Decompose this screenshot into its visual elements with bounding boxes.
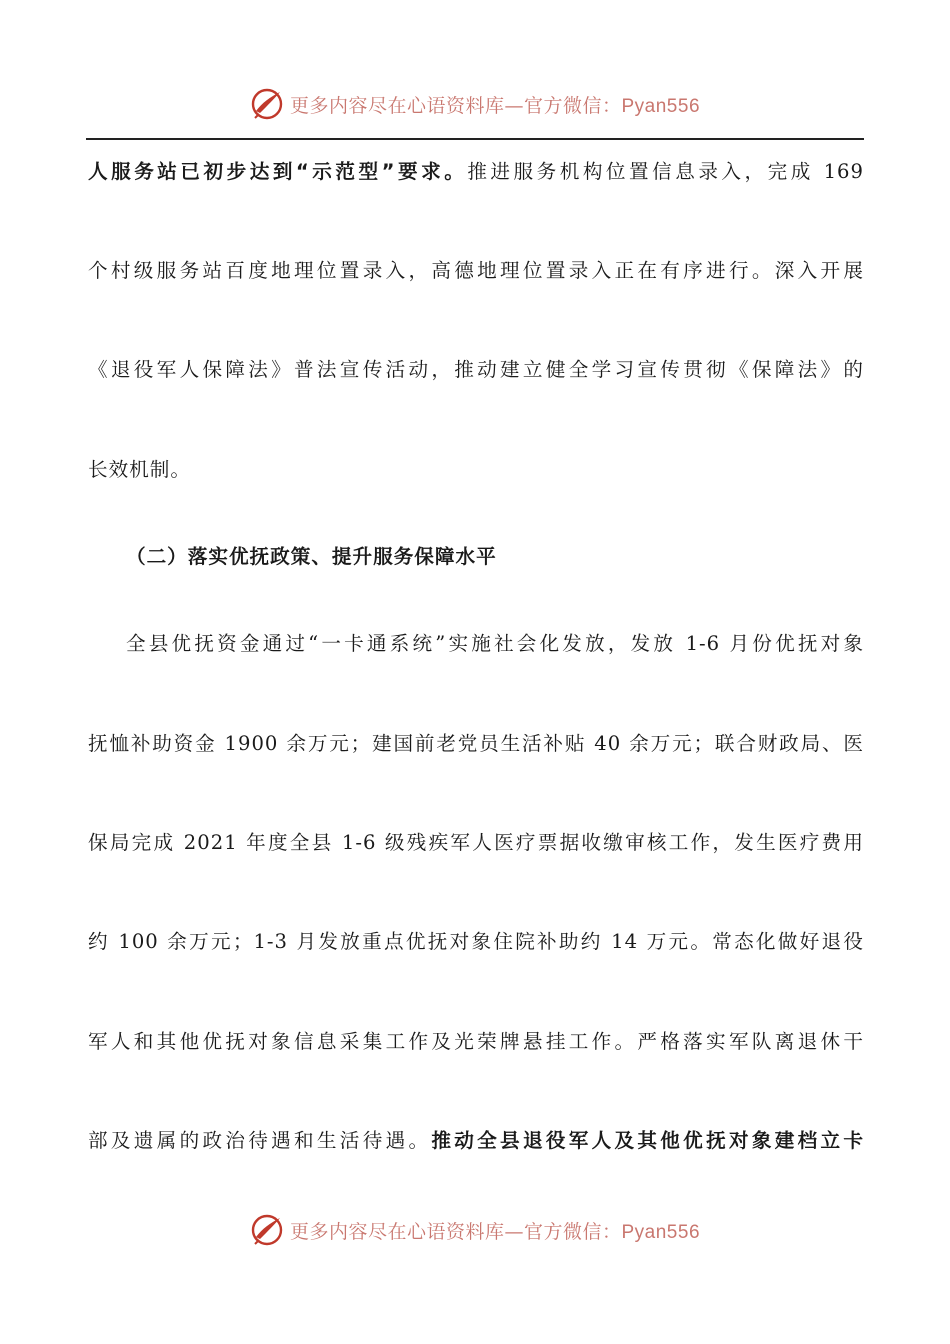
header-banner (0, 84, 950, 124)
section-heading: （二）落实优抚政策、提升服务保障水平 (126, 545, 497, 568)
quill-logo-icon (250, 1213, 284, 1247)
quill-logo-icon (250, 87, 284, 121)
body-line-4: 长效机制。 (88, 458, 191, 481)
body-line-3: 《退役军人保障法》普法宣传活动，推动建立健全学习宣传贯彻《保障法》的 (88, 358, 864, 381)
header-banner-text: 更多内容尽在心语资料库—官方微信：Pyan556 (289, 94, 701, 117)
body-line-10: 部及遗属的政治待遇和生活待遇。推动全县退役军人及其他优抚对象建档立卡 (88, 1129, 865, 1152)
body-line-1: 人服务站已初步达到“示范型”要求。推进服务机构位置信息录入，完成 169 (88, 160, 864, 183)
footer-banner (0, 1210, 950, 1250)
body-line-5: 全县优抚资金通过“一卡通系统”实施社会化发放，发放 1-6 月份优抚对象 (126, 632, 864, 655)
body-line-8: 约 100 余万元；1-3 月发放重点优抚对象住院补助约 14 万元。常态化做好退役 (88, 930, 864, 953)
body-line-7: 保局完成 2021 年度全县 1-6 级残疾军人医疗票据收缴审核工作，发生医疗费用 (88, 831, 864, 854)
body-line-9: 军人和其他优抚对象信息采集工作及光荣牌悬挂工作。严格落实军队离退休干 (88, 1030, 864, 1053)
footer-banner-text: 更多内容尽在心语资料库—官方微信：Pyan556 (289, 1220, 701, 1243)
body-line-2: 个村级服务站百度地理位置录入，高德地理位置录入正在有序进行。深入开展 (88, 259, 864, 282)
body-line-6: 抚恤补助资金 1900 余万元；建国前老党员生活补贴 40 余万元；联合财政局、医 (88, 732, 864, 755)
header-divider (86, 138, 864, 140)
